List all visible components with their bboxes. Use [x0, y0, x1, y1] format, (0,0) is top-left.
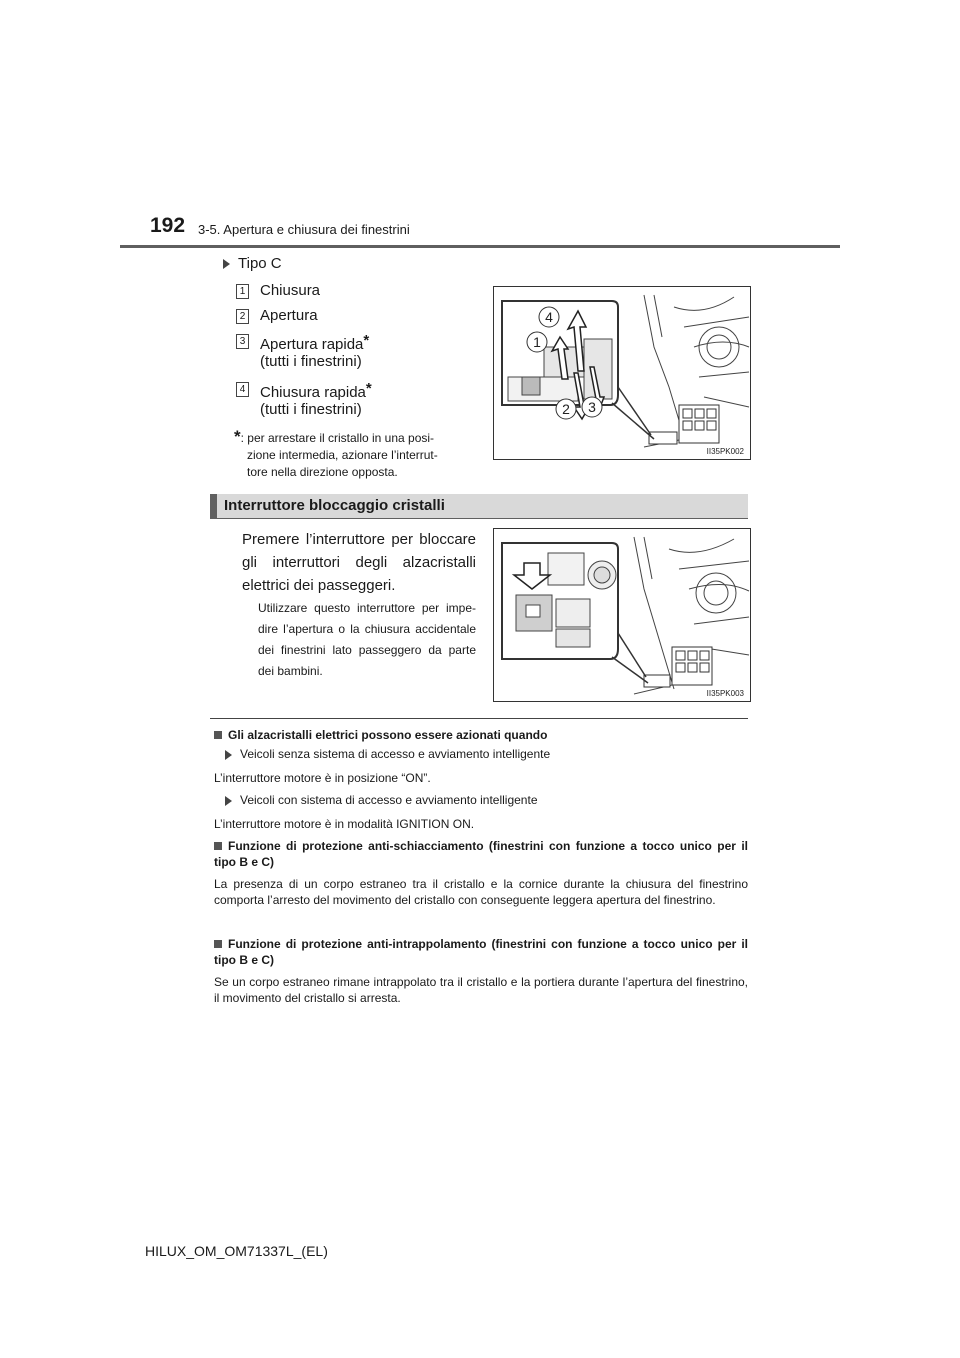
step-4-text: Chiusura rapida [260, 384, 366, 401]
section-title: 3-5. Apertura e chiusura dei finestrini [198, 222, 410, 237]
footnote [234, 428, 476, 481]
page-number: 192 [150, 214, 186, 237]
callout-2: 2 [562, 401, 570, 417]
info-option-2-text: Veicoli con sistema di accesso e avviamento intelligente [240, 793, 538, 807]
step-4-star: * [365, 380, 372, 397]
figure-code-1: II35PK002 [706, 447, 744, 456]
section-underline [210, 518, 748, 519]
figure-window-switch-type-c [493, 286, 751, 460]
section-header-lock [210, 494, 748, 518]
info-option-1-body: L’interruttore motore è in posizione “ON”. [214, 771, 431, 785]
step-badge-2: 2 [236, 309, 249, 324]
model-id: HILUX_OM_OM71337L_(EL) [145, 1243, 328, 1259]
section-header-lock-title: Interruttore bloccaggio cristalli [224, 497, 445, 514]
info-heading-3 [214, 936, 748, 968]
step-1-label: Chiusura [260, 282, 321, 299]
lock-explanation: Utilizzare questo interruttore per impe-dire l’apertura o la chiusura accidentale dei finestrini lato passeggero da parte dei bambini. [258, 601, 476, 678]
footnote-line-3: tore nella direzione opposta. [247, 465, 398, 479]
type-c-heading [223, 255, 282, 272]
step-3-star: * [363, 332, 370, 349]
callout-1: 1 [533, 334, 541, 350]
info-rule [210, 718, 748, 719]
step-4-note: (tutti i finestrini) [260, 401, 362, 418]
info-body-2: La presenza di un corpo estraneo tra il cristallo e la cornice durante la chiusura del finestrino comporta l’arresto del movimento del cristallo con conseguente leggera apertura del finestrino. [214, 877, 748, 907]
triangle-bullet-icon [225, 796, 232, 806]
info-heading-2 [214, 838, 748, 870]
triangle-bullet-icon [223, 259, 230, 269]
triangle-bullet-icon [225, 750, 232, 760]
footnote-line-1: : per arrestare il cristallo in una posi- [240, 431, 435, 445]
square-bullet-icon [214, 842, 222, 850]
info-heading-1-text: Gli alzacristalli elettrici possono essere azionati quando [228, 728, 548, 742]
header-rule [120, 245, 840, 248]
info-option-2 [225, 792, 759, 808]
step-2-label: Apertura [260, 307, 318, 324]
info-option-1-text: Veicoli senza sistema di accesso e avviamento intelligente [240, 747, 551, 761]
step-badge-1: 1 [236, 284, 249, 299]
info-body-3: Se un corpo estraneo rimane intrappolato tra il cristallo e la portiera durante l’apertura del finestrino, il movimento del cristallo si arresta. [214, 975, 748, 1005]
square-bullet-icon [214, 731, 222, 739]
square-bullet-icon [214, 940, 222, 948]
section-accent-bar [210, 494, 217, 518]
step-badge-4: 4 [236, 382, 249, 397]
info-option-2-body: L’interruttore motore è in modalità IGNITION ON. [214, 817, 475, 831]
footnote-line-2: zione intermedia, azionare l’interrut- [247, 448, 438, 462]
type-c-heading-text: Tipo C [238, 255, 282, 272]
lock-instruction: Premere l’interruttore per bloccare gli interruttori degli alzacristalli elettrici dei passeggeri. [242, 531, 476, 594]
callout-3: 3 [588, 399, 596, 415]
figure-lock-switch-drawing [494, 529, 750, 701]
step-3-note: (tutti i finestrini) [260, 353, 362, 370]
info-option-1 [225, 746, 759, 762]
footnote-star: * [234, 427, 241, 446]
figure-window-switch-drawing [494, 287, 750, 459]
step-3-text: Apertura rapida [260, 336, 364, 353]
figure-code-2: II35PK003 [706, 689, 744, 698]
step-badge-3: 3 [236, 334, 249, 349]
callout-4: 4 [545, 309, 553, 325]
info-heading-2-text: Funzione di protezione anti-schiacciamento (finestrini con funzione a tocco unico per il tipo B e C) [214, 839, 748, 869]
figure-lock-switch [493, 528, 751, 702]
info-heading-1 [214, 727, 748, 743]
info-heading-3-text: Funzione di protezione anti-intrappolamento (finestrini con funzione a tocco unico per il tipo B e C) [214, 937, 748, 967]
